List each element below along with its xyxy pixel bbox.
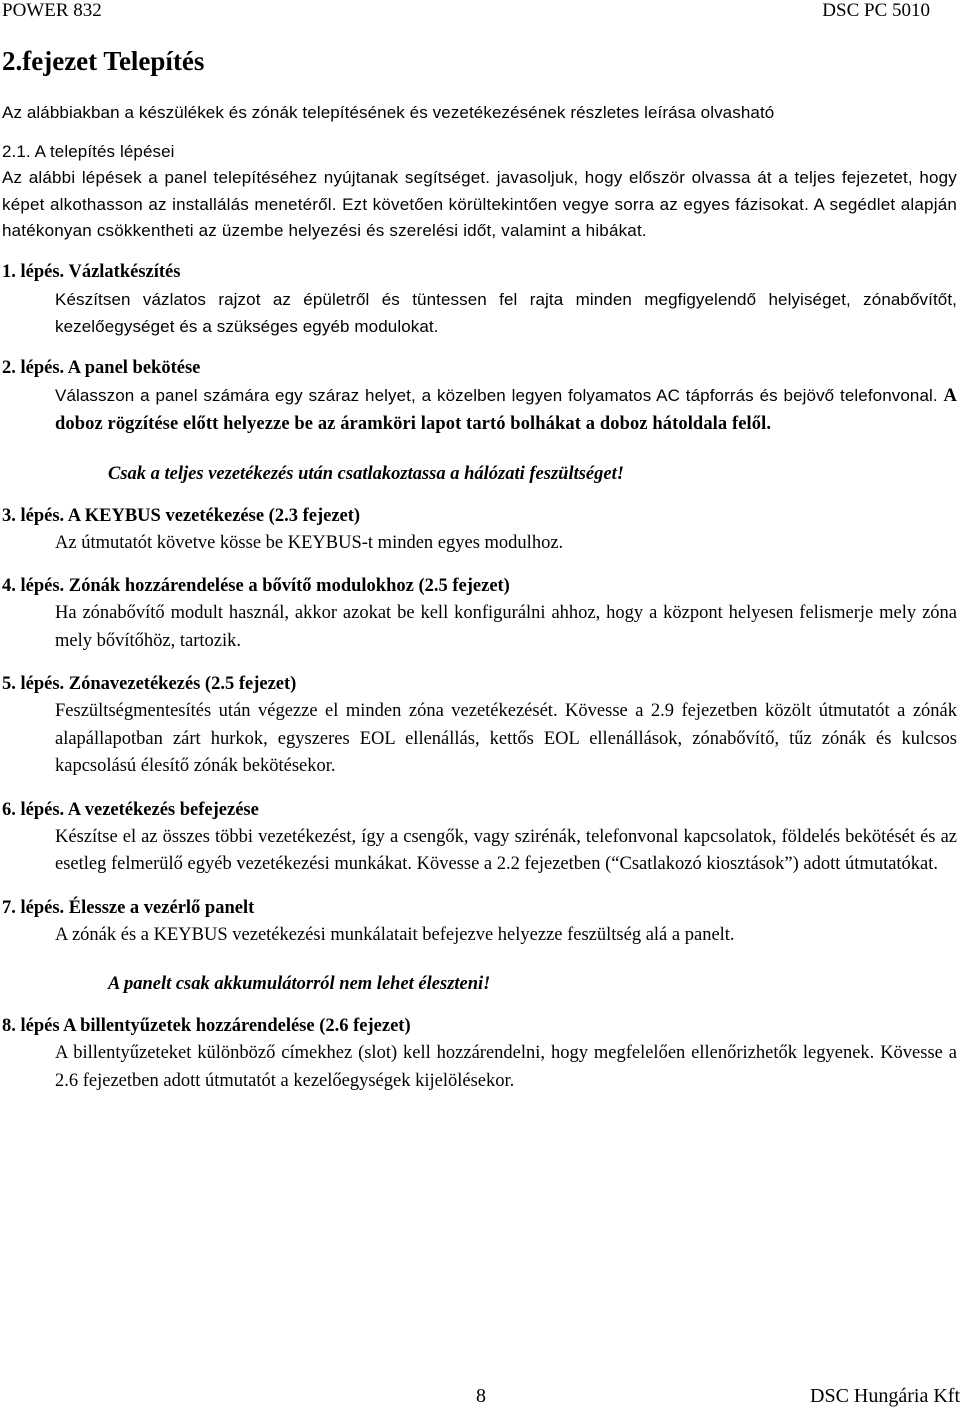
header-product: POWER 832 <box>2 0 102 21</box>
chapter-title: 2.fejezet Telepítés <box>2 46 205 76</box>
header-model: DSC PC 5010 <box>822 0 930 21</box>
step-body: A billentyűzeteket különböző címekhez (slot) kell hozzárendelni, hogy megfelelően ellenőrizhetők legyenek. Kövesse a 2.6 fejezetben adott útmutatót a kezelőegységek kijelölésekor. <box>55 1043 957 1091</box>
section-heading: 2.1. A telepítés lépései <box>2 141 175 161</box>
step-title: 2. lépés. A panel bekötése <box>2 357 201 378</box>
step-body: Feszültségmentesítés után végezze el minden zóna vezetékezését. Kövesse a 2.9 fejezetben közölt útmutatót a zónák alapállapotban zárt hurkok, egyszeres EOL ellenállás, kettős EOL ellenállások, zónabővítő, tűz zónák és kulcsos kapcsolású élesítő zónák bekötésekor. <box>55 701 957 776</box>
step-5 <box>0 671 957 781</box>
step-8 <box>0 1013 957 1095</box>
step-body: Készítsen vázlatos rajzot az épületről és tüntessen fel rajta minden megfigyelendő helyiséget, zónabővítőt, kezelőegységet és a szükséges egyéb modulokat. <box>55 289 957 336</box>
footer-publisher: DSC Hungária Kft <box>810 1385 960 1407</box>
running-header <box>0 0 930 22</box>
step-warning: Csak a teljes vezetékezés után csatlakoztassa a hálózati feszültséget! <box>108 463 624 484</box>
step-body: Az útmutatót követve kösse be KEYBUS-t minden egyes modulhoz. <box>55 532 564 553</box>
step-title: 8. lépés A billentyűzetek hozzárendelése (2.6 fejezet) <box>2 1016 411 1036</box>
step-title: 4. lépés. Zónák hozzárendelése a bővítő modulokhoz (2.5 fejezet) <box>2 576 510 596</box>
step-body: A zónák és a KEYBUS vezetékezési munkálatait befejezve helyezze feszültség alá a panelt. <box>55 924 735 945</box>
step-7 <box>0 895 957 998</box>
step-body: Ha zónabővítő modult használ, akkor azokat be kell konfigurálni ahhoz, hogy a központ helyesen felismerje mely zóna mely bővítőhöz, tartozik. <box>55 603 957 651</box>
step-1 <box>0 259 957 341</box>
step-2 <box>0 355 957 487</box>
step-title: 3. lépés. A KEYBUS vezetékezése (2.3 fejezet) <box>2 505 361 526</box>
step-3 <box>0 503 957 558</box>
page-content <box>0 44 957 1095</box>
step-warning: A panelt csak akkumulátorról nem lehet éleszteni! <box>108 974 491 994</box>
step-4 <box>0 573 957 655</box>
section-description: Az alábbi lépések a panel telepítéséhez nyújtanak segítséget. javasoljuk, hogy először olvassa át a teljes fejezetet, hogy képet alkothasson az installálás menetéről. Ezt követően körültekintően vegye sorra az egyes fázisokat. A segédlet alapján hatékonyan csökkentheti az üzembe helyezési és szerelési időt, valamint a hibákat. <box>2 168 957 240</box>
step-body: Készítse el az összes többi vezetékezést, így a csengők, vagy szirénák, telefonvonal kapcsolatok, földelés bekötését és az esetleg felmerülő egyéb vezetékezési munkákat. Kövesse a 2.2 fejezetben (“Csatlakozó kiosztások”) adott útmutatókat. <box>55 826 957 874</box>
step-title: 6. lépés. A vezetékezés befejezése <box>2 799 259 820</box>
page-footer <box>0 1384 960 1408</box>
step-6 <box>0 797 957 879</box>
step-title: 7. lépés. Élessze a vezérlő panelt <box>2 897 255 918</box>
step-body-text: Válasszon a panel számára egy száraz helyet, a közelben legyen folyamatos AC tápforrás és bejövő telefonvonal. <box>55 385 938 405</box>
step-title: 1. lépés. Vázlatkészítés <box>2 261 181 282</box>
chapter-intro: Az alábbiakban a készülékek és zónák telepítésének és vezetékezésének részletes leírása olvasható <box>2 103 775 122</box>
page-number: 8 <box>476 1385 486 1407</box>
step-title: 5. lépés. Zónavezetékezés (2.5 fejezet) <box>2 674 297 694</box>
step-body-emphasis: A doboz rögzítése előtt helyezze be az áramköri lapot tartó bolhákat a doboz hátoldala felől. <box>55 385 958 434</box>
step-body <box>55 382 957 439</box>
